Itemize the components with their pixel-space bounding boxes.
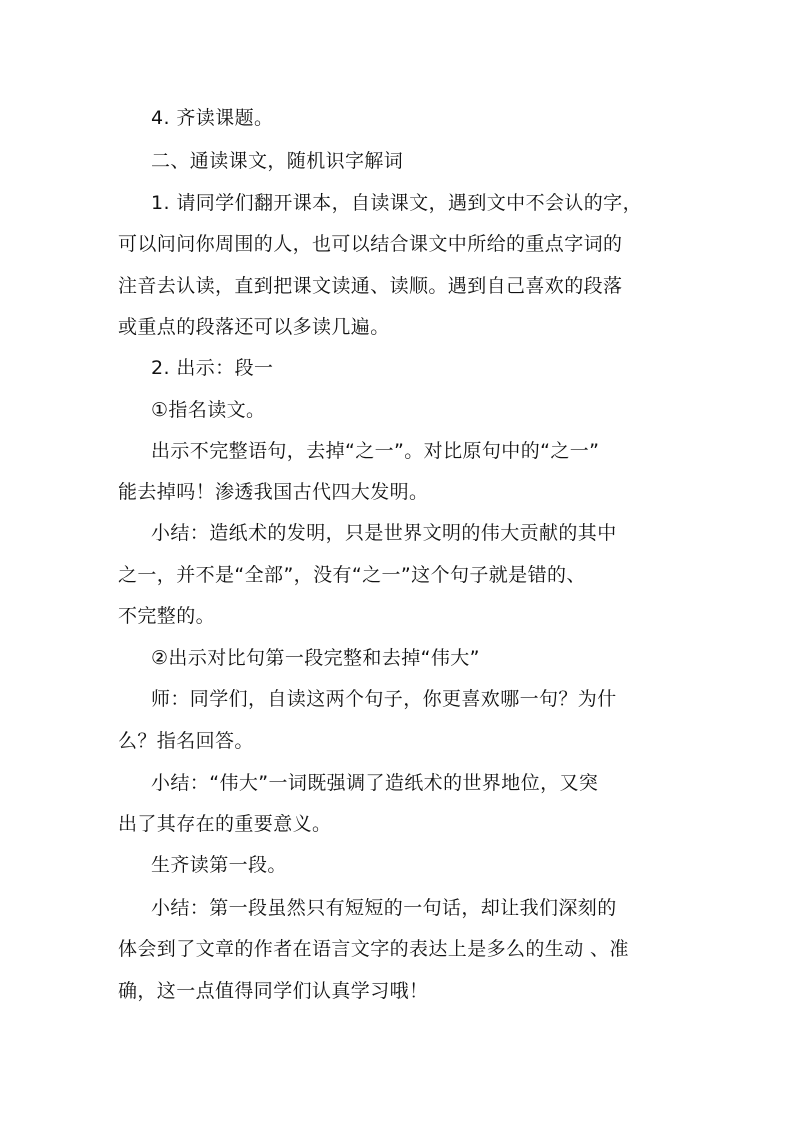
sub-step: ①指名读文。 [151, 399, 266, 421]
paragraph-line: 出示不完整语句，去掉“之一”。对比原句中的“之一” [151, 440, 600, 462]
paragraph-line: 小结：第一段虽然只有短短的一句话，却让我们深刻的 [151, 897, 617, 919]
paragraph-line: 确，这一点值得同学们认真学习哦！ [118, 980, 429, 1002]
paragraph-line: 不完整的。 [118, 605, 216, 627]
paragraph-line: 之一，并不是“全部”，没有“之一”这个句子就是错的、 [118, 564, 586, 586]
paragraph-line: 1. 请同学们翻开课本，自读课文，遇到文中不会认的字， [151, 192, 642, 214]
paragraph-line: 生齐读第一段。 [151, 854, 287, 876]
paragraph-line: 小结：“伟大”一词既强调了造纸术的世界地位，又突 [151, 772, 599, 794]
sub-step: ②出示对比句第一段完整和去掉“伟大” [151, 647, 480, 669]
paragraph-line: 注音去认读，直到把课文读通、读顺。遇到自己喜欢的段落 [118, 275, 623, 297]
step-heading: 4. 齐读课题。 [151, 107, 274, 129]
step-heading: 2. 出示：段一 [151, 357, 274, 379]
paragraph-line: 师：同学们，自读这两个句子，你更喜欢哪一句？为什 [151, 688, 617, 710]
paragraph-line: 能去掉吗！渗透我国古代四大发明。 [118, 481, 429, 503]
paragraph-line: 出了其存在的重要意义。 [118, 813, 332, 835]
paragraph-line: 或重点的段落还可以多读几遍。 [118, 316, 390, 338]
paragraph-line: 么？指名回答。 [118, 730, 254, 752]
section-heading: 二、通读课文，随机识字解词 [151, 150, 404, 172]
paragraph-line: 体会到了文章的作者在语言文字的表达上是多么的生动 、准 [118, 938, 629, 960]
paragraph-line: 小结：造纸术的发明，只是世界文明的伟大贡献的其中 [151, 522, 617, 544]
paragraph-line: 可以问问你周围的人，也可以结合课文中所给的重点字词的 [118, 233, 623, 255]
